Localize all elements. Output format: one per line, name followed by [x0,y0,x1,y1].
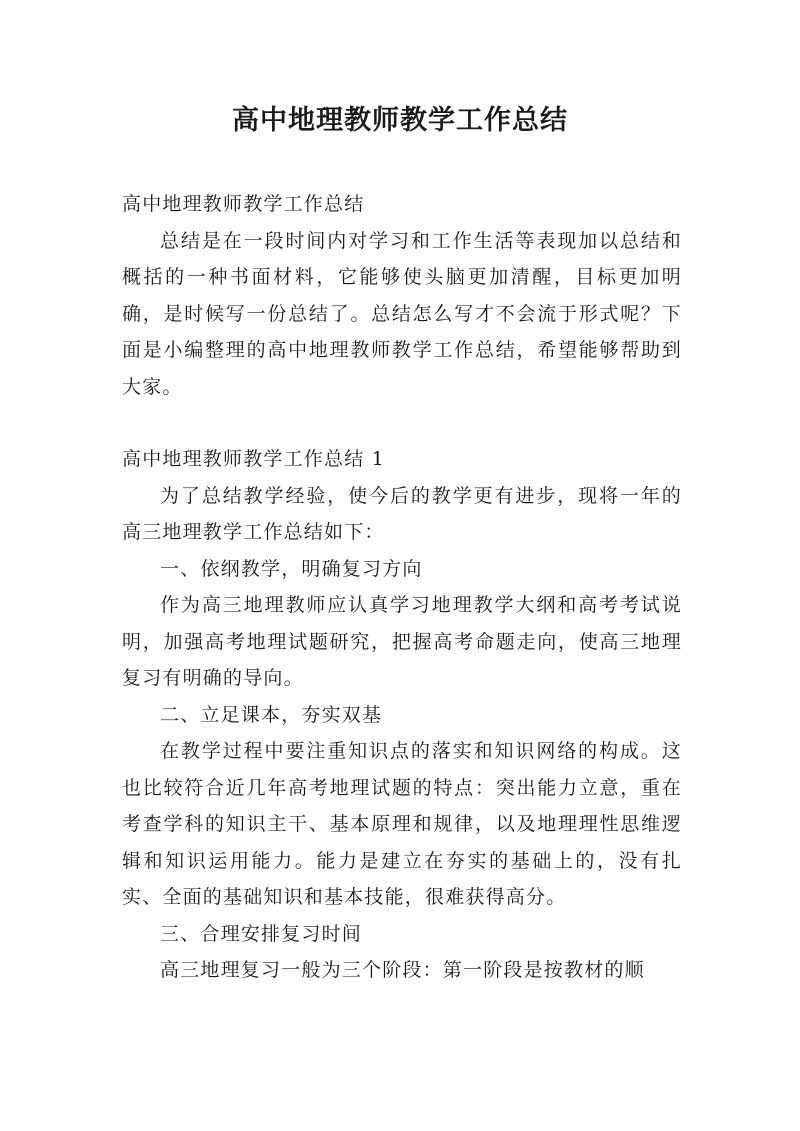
paragraph: 三、合理安排复习时间 [160,922,363,945]
paragraph: 总结是在一段时间内对学习和工作生活等表现加以总结和概括的一种书面材料，它能够使头脑更加清醒，目标更加明确，是时候写一份总结了。总结怎么写才不会流于形式呢？下面是小编整理的高中地理教师教学工作总结，希望能够帮助到大家。 [122,229,682,398]
document-body [122,186,682,989]
paragraph: 二、立足课本，夯实双基 [160,703,383,726]
paragraph: 为了总结教学经验，使今后的教学更有进步，现将一年的高三地理教学工作总结如下： [122,484,682,543]
paragraph: 高中地理教师教学工作总结 [122,193,365,215]
paragraph: 高三地理复习一般为三个阶段：第一阶段是按教材的顺 [160,959,645,981]
paragraph: 高中地理教师教学工作总结 1 [122,448,385,470]
paragraph-gap [122,405,682,441]
paragraph: 在教学过程中要注重知识点的落实和知识网络的构成。这也比较符合近几年高考地理试题的特点：突出能力立意，重在考查学科的知识主干、基本原理和规律，以及地理理性思维逻辑和知识运用能力。能力是建立在夯实的基础上的，没有扎实、全面的基础知识和基本技能，很难获得高分。 [122,740,682,908]
paragraph: 作为高三地理教师应认真学习地理教学大纲和高考考试说明，加强高考地理试题研究，把握高考命题走向，使高三地理复习有明确的导向。 [122,594,682,689]
document-title: 高中地理教师教学工作总结 [232,105,568,136]
paragraph: 一、依纲教学，明确复习方向 [160,557,423,580]
